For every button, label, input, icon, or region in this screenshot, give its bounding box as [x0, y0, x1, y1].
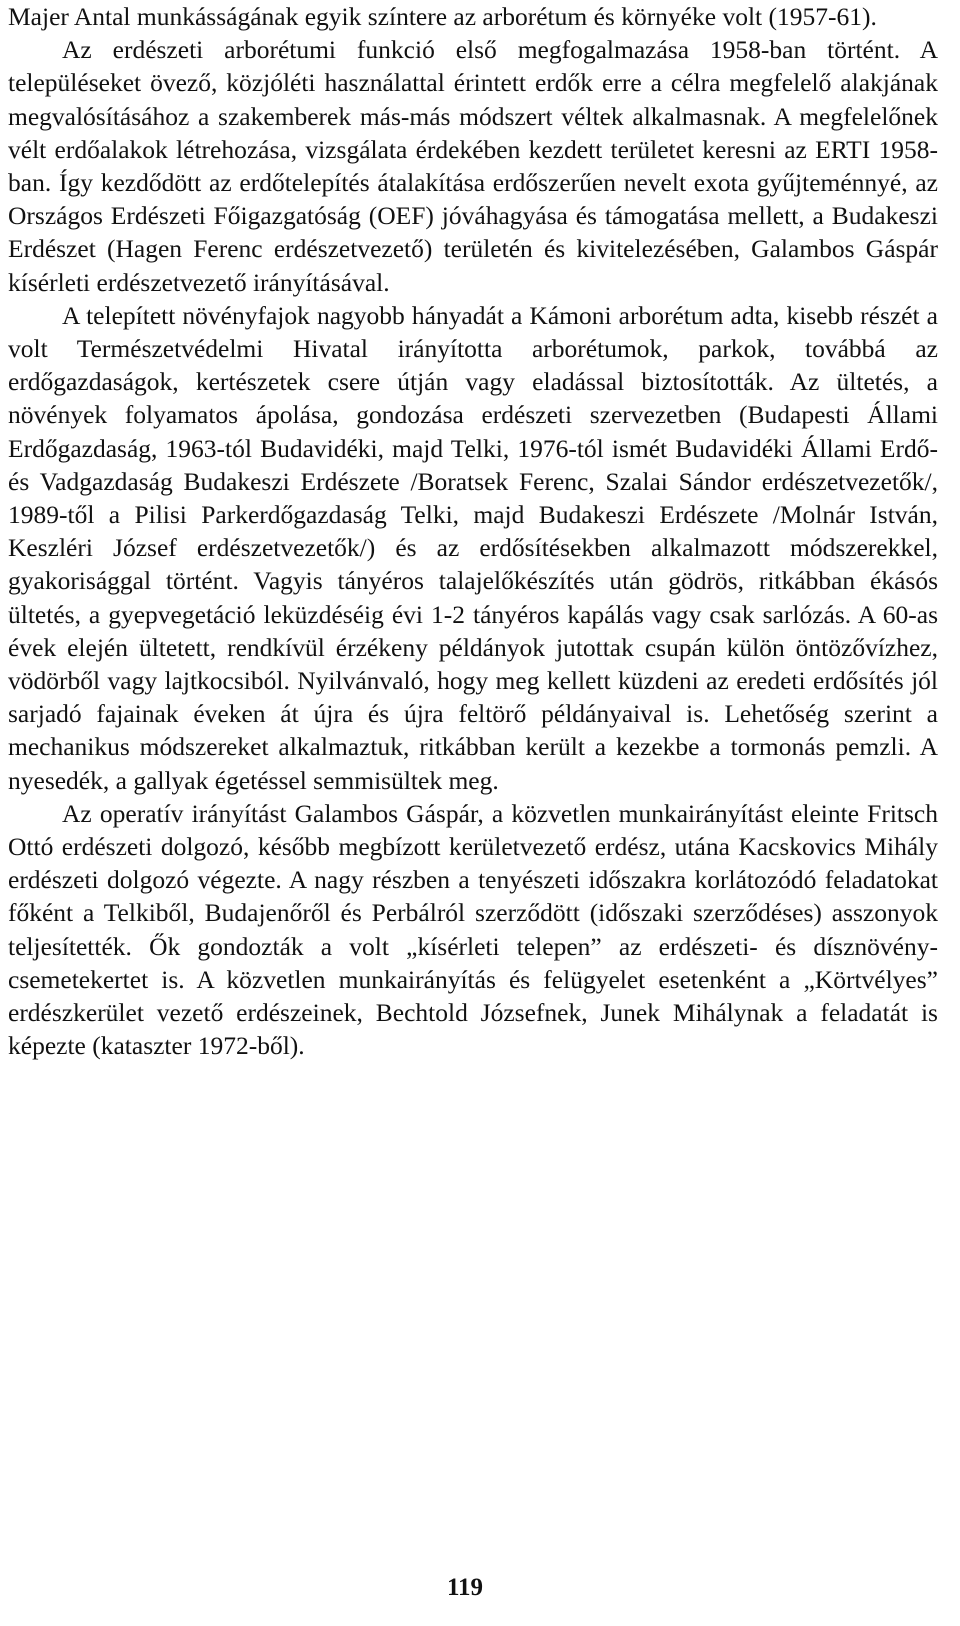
page-number: 119 [446, 1574, 484, 1601]
paragraph-4: Az operatív irányítást Galambos Gáspár, a közvetlen munkairányítást eleinte Fritsch Ottó erdészeti dolgozó, később megbízott kerületvezető erdész, utána Kacskovics Mihály erdészeti dolgozó végezte. A nagy részben a tenyészeti időszakra korlátozódó feladatokat főként a Telkiből, Budajenőről és Perbálról szerződött (időszaki szerződéses) asszonyok teljesítették. Ők gondozták a volt „kísérleti telepen” az erdészeti- és dísznövény-csemetekertet is. A közvetlen munkairányítás és felügyelet esetenként a „Körtvélyes” erdészkerület vezető erdészeinek, Bechtold Józsefnek, Junek Mihálynak a feladatát is képezte (kataszter 1972-ből). [8, 798, 938, 1061]
paragraph-3: A telepített növényfajok nagyobb hányadát a Kámoni arborétum adta, kisebb részét a volt Természetvédelmi Hivatal irányította arborétumok, parkok, továbbá az erdőgazdaságok, kertészetek csere útján vagy eladással biztosították. Az ültetés, a növények folyamatos ápolása, gondozása erdészeti szervezetben (Budapesti Állami Erdőgazdaság, 1963-tól Budavidéki, majd Telki, 1976-tól ismét Budavidéki Állami Erdő- és Vadgazdaság Budakeszi Erdészete /Boratsek Ferenc, Szalai Sándor erdészetvezetők/, 1989-től a Pilisi Parkerdőgazdaság Telki, majd Budakeszi Erdészete /Molnár István, Keszléri József erdészetvezetők/) és az erdősítésekben alkalmazott módszerekkel, gyakorisággal történt. Vagyis tányéros talajelőkészítés után gödrös, ritkábban ékásós ültetés, a gyepvegetáció leküzdéséig évi 1-2 tányéros kapálás vagy csak sarlózás. A 60-as évek elején ültetett, rendkívül érzékeny példányok jutottak csupán külön öntözővízhez, vödörből vagy lajtkocsiból. Nyilvánvaló, hogy meg kellett küzdeni az eredeti erdősítés jól sarjadó fajainak éveken át újra és újra feltörő példányaival is. Lehetőség szerint a mechanikus módszereket alkalmaztuk, ritkábban került a kezekbe a tormonás pemzli. A nyesedék, a gallyak égetéssel semmisültek meg. [8, 300, 938, 795]
paragraph-1: Majer Antal munkásságának egyik színtere az arborétum és környéke volt (1957-61). [8, 2, 877, 31]
body-text [8, 0, 938, 1063]
paragraph-2: Az erdészeti arborétumi funkció első megfogalmazása 1958-ban történt. A településeket övező, közjóléti használattal érintett erdők erre a célra megfelelő alakjának megvalósításához a szakemberek más-más módszert véltek alkalmasnak. A megfelelőnek vélt erdőalakok létrehozása, vizsgálata érdekében kezdett területet keresni az ERTI 1958-ban. Így kezdődött az erdőtelepítés átalakítása erdőszerűen nevelt exota gyűjteménnyé, az Országos Erdészeti Főigazgatóság (OEF) jóváhagyása és támogatása mellett, a Budakeszi Erdészet (Hagen Ferenc erdészetvezető) területén és kivitelezésében, Galambos Gáspár kísérleti erdészetvezető irányításával. [8, 35, 938, 297]
